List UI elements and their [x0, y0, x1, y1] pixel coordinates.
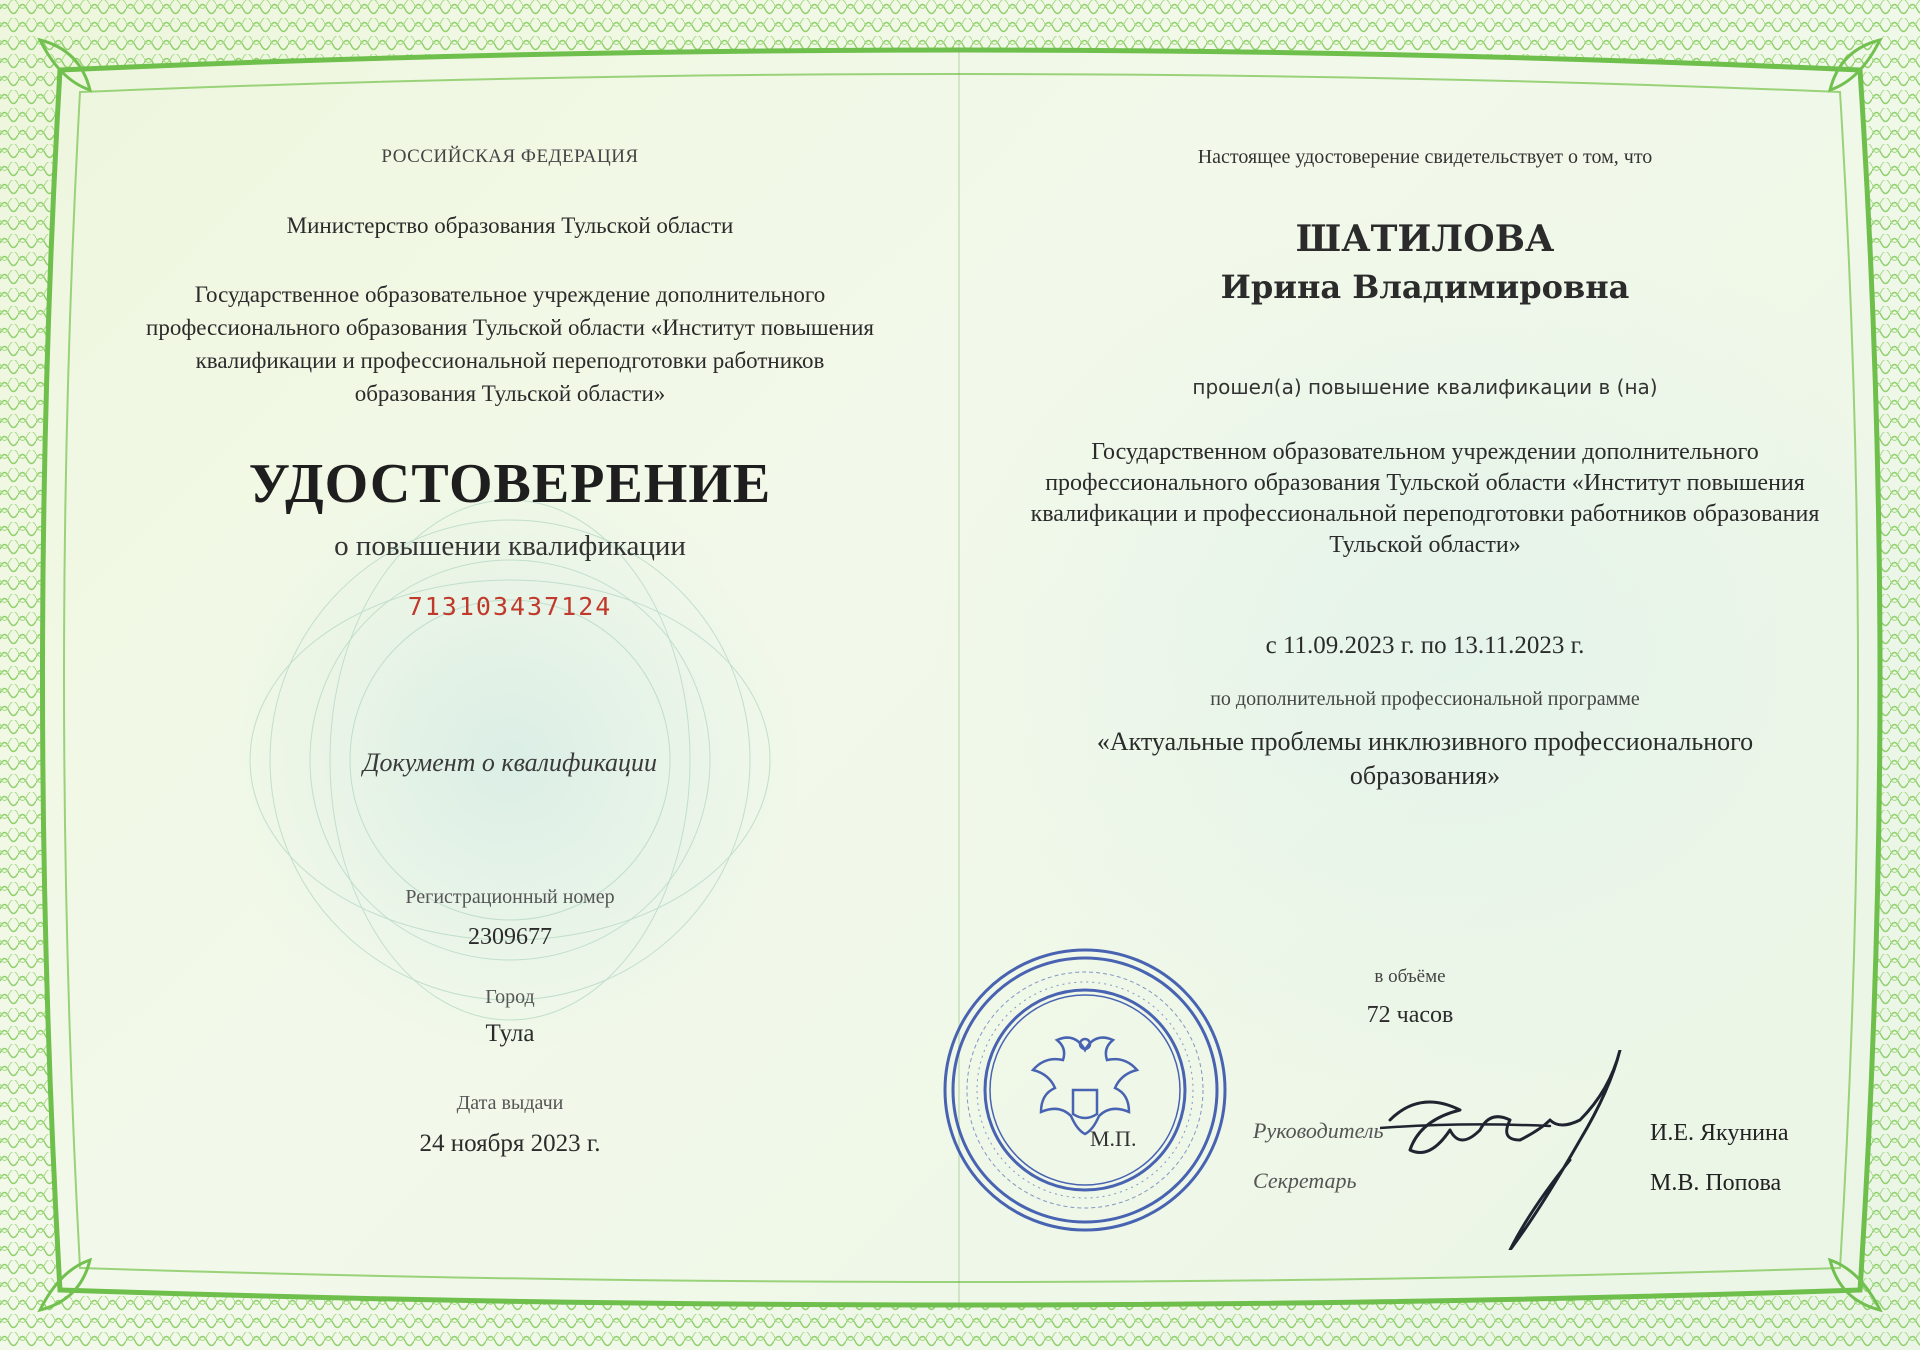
- secretary-name: М.В. Попова: [1650, 1170, 1782, 1196]
- city-value: Тула: [485, 1020, 535, 1047]
- institution-name: Государственное образовательное учреждение дополнительного профессионального образования Тульской области «Институт повышения квалификации и профессиональной переподготовки работников образования Тульской области»: [146, 282, 874, 406]
- head-role-label: Руководитель: [1253, 1118, 1384, 1143]
- seal-placeholder-label: М.П.: [1090, 1126, 1137, 1151]
- document-title: УДОСТОВЕРЕНИЕ: [248, 453, 772, 515]
- ministry-name: Министерство образования Тульской области: [286, 213, 734, 238]
- document-subtitle: о повышении квалификации: [334, 530, 686, 562]
- training-period: с 11.09.2023 г. по 13.11.2023 г.: [1265, 632, 1585, 659]
- volume-value: 72 часов: [1366, 1002, 1454, 1028]
- country-name: РОССИЙСКАЯ ФЕДЕРАЦИЯ: [381, 146, 639, 167]
- passed-text: прошел(а) повышение квалификации в (на): [1192, 375, 1658, 399]
- secretary-role-label: Секретарь: [1253, 1168, 1357, 1193]
- head-name: И.Е. Якунина: [1650, 1120, 1789, 1146]
- volume-label: в объёме: [1374, 966, 1446, 987]
- issue-date-label: Дата выдачи: [456, 1092, 564, 1114]
- holder-surname: ШАТИЛОВА: [1295, 218, 1555, 260]
- serial-number: 713103437124: [407, 592, 613, 621]
- official-seal-stamp: [935, 940, 1235, 1240]
- training-institution: Государственном образовательном учреждении дополнительного профессионального образования Тульской области «Институт повышения квалификации и профессиональной переподготовки работников образования Тульской области»: [1030, 439, 1820, 558]
- intro-text: Настоящее удостоверение свидетельствует о том, что: [1197, 146, 1653, 168]
- handwritten-signature: [1380, 1050, 1700, 1250]
- program-name: «Актуальные проблемы инклюзивного профессионального образования»: [1096, 727, 1754, 790]
- program-label: по дополнительной профессиональной программе: [1210, 688, 1640, 710]
- issue-date: 24 ноября 2023 г.: [419, 1130, 601, 1157]
- registration-label: Регистрационный номер: [405, 886, 615, 908]
- registration-number: 2309677: [468, 924, 552, 950]
- holder-given-names: Ирина Владимировна: [1220, 268, 1630, 306]
- document-kind: Документ о квалификации: [363, 748, 657, 777]
- city-label: Город: [485, 986, 535, 1008]
